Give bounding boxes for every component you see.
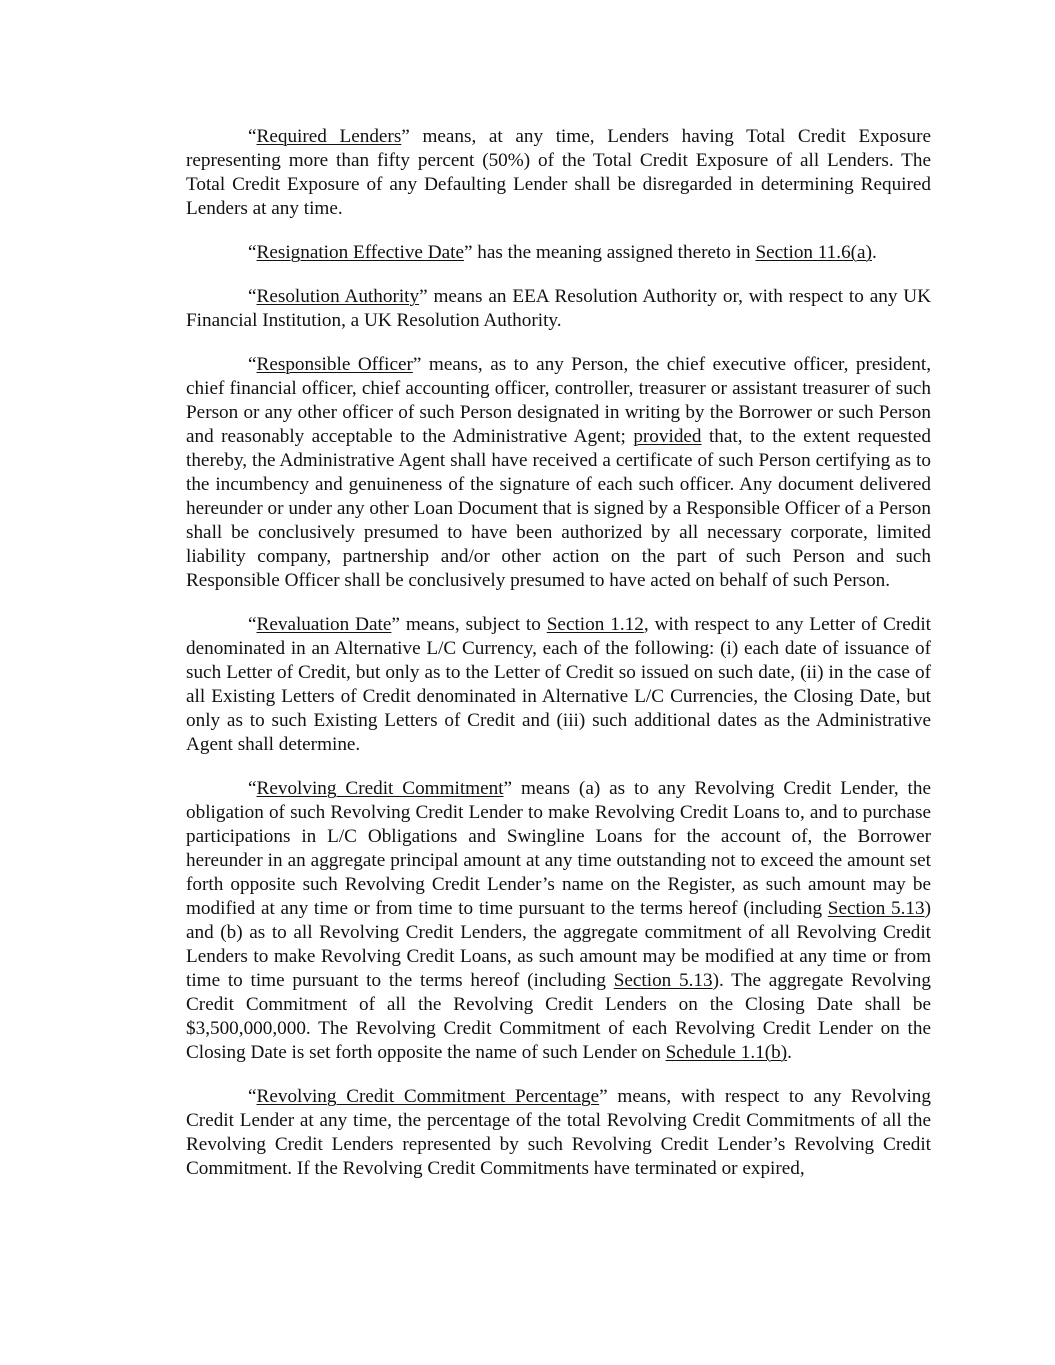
definition-text: means, at any time, Lenders having Total Credit Exposure representing more than fifty percent (50%) of the Total Credit Exposure of all Lenders. The Total Credit Exposure of any Defaulting Lender shall be disregarded in determining Required Lenders at any time. [186, 126, 931, 219]
definition-text: means an EEA Resolution Authority or, with respect to any UK Financial Institution, a UK Resolution Authority. [186, 286, 931, 331]
open-quote: “ [248, 1086, 257, 1107]
definition-text: means, as to any Person, the chief executive officer, president, chief financial officer, chief accounting officer, controller, treasurer or assistant treasurer of such Person or any other officer of such Person designated in writing by the Borrower or such Person and reasonably acceptable to the Administrative Agent; [186, 354, 931, 447]
open-quote: “ [248, 614, 257, 635]
close-quote: ” [401, 126, 410, 147]
definition-text: . [871, 242, 877, 263]
definition-responsible-officer [186, 353, 931, 593]
defined-term: Responsible Officer [256, 354, 413, 375]
defined-term: Revolving Credit Commitment Percentage [256, 1086, 600, 1107]
close-quote: ” [419, 286, 428, 307]
schedule-reference: Schedule 1.1(b) [665, 1042, 788, 1063]
section-reference: Section 1.12 [546, 614, 644, 635]
close-quote: ” [391, 614, 400, 635]
close-quote: ” [463, 242, 473, 263]
definition-text: means, subject to [399, 614, 547, 635]
defined-term: Revaluation Date [256, 614, 392, 635]
open-quote: “ [248, 242, 257, 263]
document-page [186, 125, 931, 1201]
open-quote: “ [248, 126, 257, 147]
definition-text: has the meaning assigned thereto in [472, 242, 756, 263]
close-quote: ” [412, 354, 422, 375]
provided-term: provided [633, 426, 702, 447]
definition-text: means, with respect to any Revolving Credit Lender at any time, the percentage of the total Revolving Credit Commitments of all the Revolving Credit Lenders represented by such Revolving Credit Lender’s Revolving Credit Commitment. If the Revolving Credit Commitments have terminated or expired, [186, 1086, 931, 1179]
definition-resolution-authority [186, 285, 931, 333]
definition-text: , with respect to any Letter of Credit denominated in an Alternative L/C Currency, each of the following: (i) each date of issuance of such Letter of Credit, but only as to the Letter of Credit so issued on such date, (ii) in the case of all Existing Letters of Credit denominated in Alternative L/C Currencies, the Closing Date, but only as to such Existing Letters of Credit and (iii) such additional dates as the Administrative Agent shall determine. [186, 614, 931, 755]
section-reference: Section 5.13 [613, 970, 713, 991]
definition-text: ) and (b) as to all Revolving Credit Lenders, the aggregate commitment of all Revolving Credit Lenders to make Revolving Credit Loans, as such amount may be modified at any time or from time to time pursuant to the terms hereof (including [186, 898, 932, 991]
definition-text: . [787, 1042, 792, 1063]
defined-term: Revolving Credit Commitment [256, 778, 504, 799]
definition-revolving-credit-commitment-percentage [186, 1085, 931, 1181]
definition-required-lenders [186, 125, 931, 221]
section-reference: Section 5.13 [827, 898, 925, 919]
defined-term: Resignation Effective Date [256, 242, 464, 263]
open-quote: “ [248, 286, 257, 307]
section-reference: Section 11.6(a) [755, 242, 872, 263]
definition-text: means (a) as to any Revolving Credit Lender, the obligation of such Revolving Credit Lender to make Revolving Credit Loans to, and to purchase participations in L/C Obligations and Swingline Loans for the account of, the Borrower hereunder in an aggregate principal amount at any time outstanding not to exceed the amount set forth opposite such Revolving Credit Lender’s name on the Register, as such amount may be modified at any time or from time to time pursuant to the terms hereof (including [186, 778, 931, 919]
definition-resignation-effective-date [186, 241, 931, 265]
definition-text: ). The aggregate Revolving Credit Commitment of all the Revolving Credit Lenders on the Closing Date shall be $3,500,000,000. The Revolving Credit Commitment of each Revolving Credit Lender on the Closing Date is set forth opposite the name of such Lender on [186, 970, 931, 1063]
close-quote: ” [599, 1086, 608, 1107]
definition-text: that, to the extent requested thereby, the Administrative Agent shall have received a certificate of such Person certifying as to the incumbency and genuineness of the signature of each such officer. Any document delivered hereunder or under any other Loan Document that is signed by a Responsible Officer of a Person shall be conclusively presumed to have been authorized by all necessary corporate, limited liability company, partnership and/or other action on the part of such Person and such Responsible Officer shall be conclusively presumed to have acted on behalf of such Person. [186, 426, 931, 591]
definition-revaluation-date [186, 613, 931, 757]
open-quote: “ [248, 778, 257, 799]
open-quote: “ [248, 354, 257, 375]
close-quote: ” [503, 778, 513, 799]
definition-revolving-credit-commitment [186, 777, 931, 1065]
defined-term: Required Lenders [256, 126, 402, 147]
defined-term: Resolution Authority [256, 286, 420, 307]
